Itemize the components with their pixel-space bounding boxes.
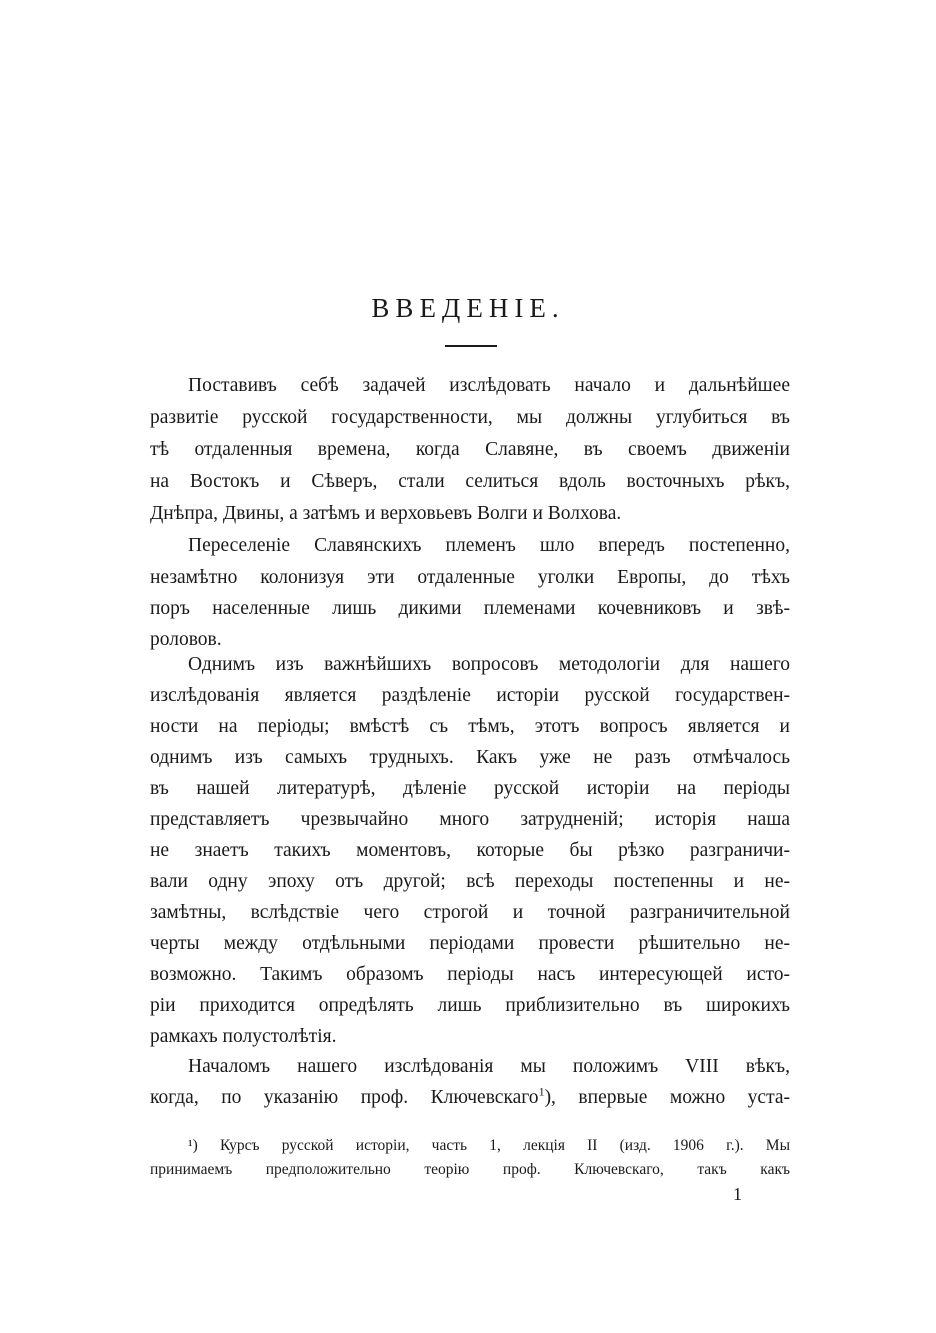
body-line: Поставивъ себѣ задачей изслѣдовать начало и дальнѣйшее	[188, 375, 790, 396]
body-line: незамѣтно колонизуя эти отдаленные уголки Европы, до тѣхъ	[150, 567, 790, 588]
body-line: не знаетъ такихъ моментовъ, которые бы рѣзко разграничи-	[150, 840, 790, 861]
body-line: черты между отдѣльными періодами провести рѣшительно не-	[150, 933, 790, 954]
body-line: Началомъ нашего изслѣдованія мы положимъ VIII вѣкъ,	[188, 1056, 790, 1077]
title-rule	[445, 345, 497, 347]
body-line	[150, 1084, 790, 1111]
body-line: роловов.	[150, 629, 222, 650]
chapter-title: ВВЕДЕНІЕ.	[371, 293, 565, 323]
body-line: въ нашей литературѣ, дѣленіе русской исторіи на періоды	[150, 778, 790, 799]
page-number: 1	[733, 1184, 742, 1204]
body-line-text: когда, по указанію проф. Ключевскаго	[150, 1087, 539, 1108]
body-line: поръ населенные лишь дикими племенами кочевниковъ и звѣ-	[150, 598, 790, 619]
footnote-reference: 1	[538, 1084, 545, 1099]
body-line: замѣтны, вслѣдствіе чего строгой и точной разграничительной	[150, 902, 790, 923]
body-line: представляетъ чрезвычайно много затрудненій; исторія наша	[150, 809, 790, 830]
body-line: Переселеніе Славянскихъ племенъ шло впередъ постепенно,	[188, 535, 790, 556]
body-line: вали одну эпоху отъ другой; всѣ переходы постепенны и не-	[150, 871, 790, 892]
body-line: рамкахъ полустолѣтія.	[150, 1026, 337, 1047]
body-line: развитіе русской государственности, мы должны углубиться въ	[150, 407, 790, 428]
body-line: возможно. Такимъ образомъ періоды насъ интересующей исто-	[150, 964, 790, 985]
body-line: изслѣдованія является раздѣленіе исторіи русской государствен-	[150, 685, 790, 706]
footnote-line: ¹) Курсъ русской исторіи, часть 1, лекція II (изд. 1906 г.). Мы	[188, 1137, 790, 1154]
body-line: на Востокъ и Сѣверъ, стали селиться вдоль восточныхъ рѣкъ,	[150, 471, 790, 492]
body-line-text: ), впервые можно уста-	[544, 1087, 790, 1108]
body-line: Однимъ изъ важнѣйшихъ вопросовъ методологіи для нашего	[188, 654, 790, 675]
body-line: ности на періоды; вмѣстѣ съ тѣмъ, этотъ вопросъ является и	[150, 716, 790, 737]
footnote-line: принимаемъ предположительно теорію проф. Ключевскаго, такъ какъ	[150, 1161, 790, 1178]
body-line: тѣ отдаленныя времена, когда Славяне, въ своемъ движеніи	[150, 439, 790, 460]
body-line: однимъ изъ самыхъ трудныхъ. Какъ уже не разъ отмѣчалось	[150, 747, 790, 768]
body-line: ріи приходится опредѣлять лишь приблизительно въ широкихъ	[150, 995, 790, 1016]
body-line: Днѣпра, Двины, а затѣмъ и верховьевъ Волги и Волхова.	[150, 503, 622, 524]
